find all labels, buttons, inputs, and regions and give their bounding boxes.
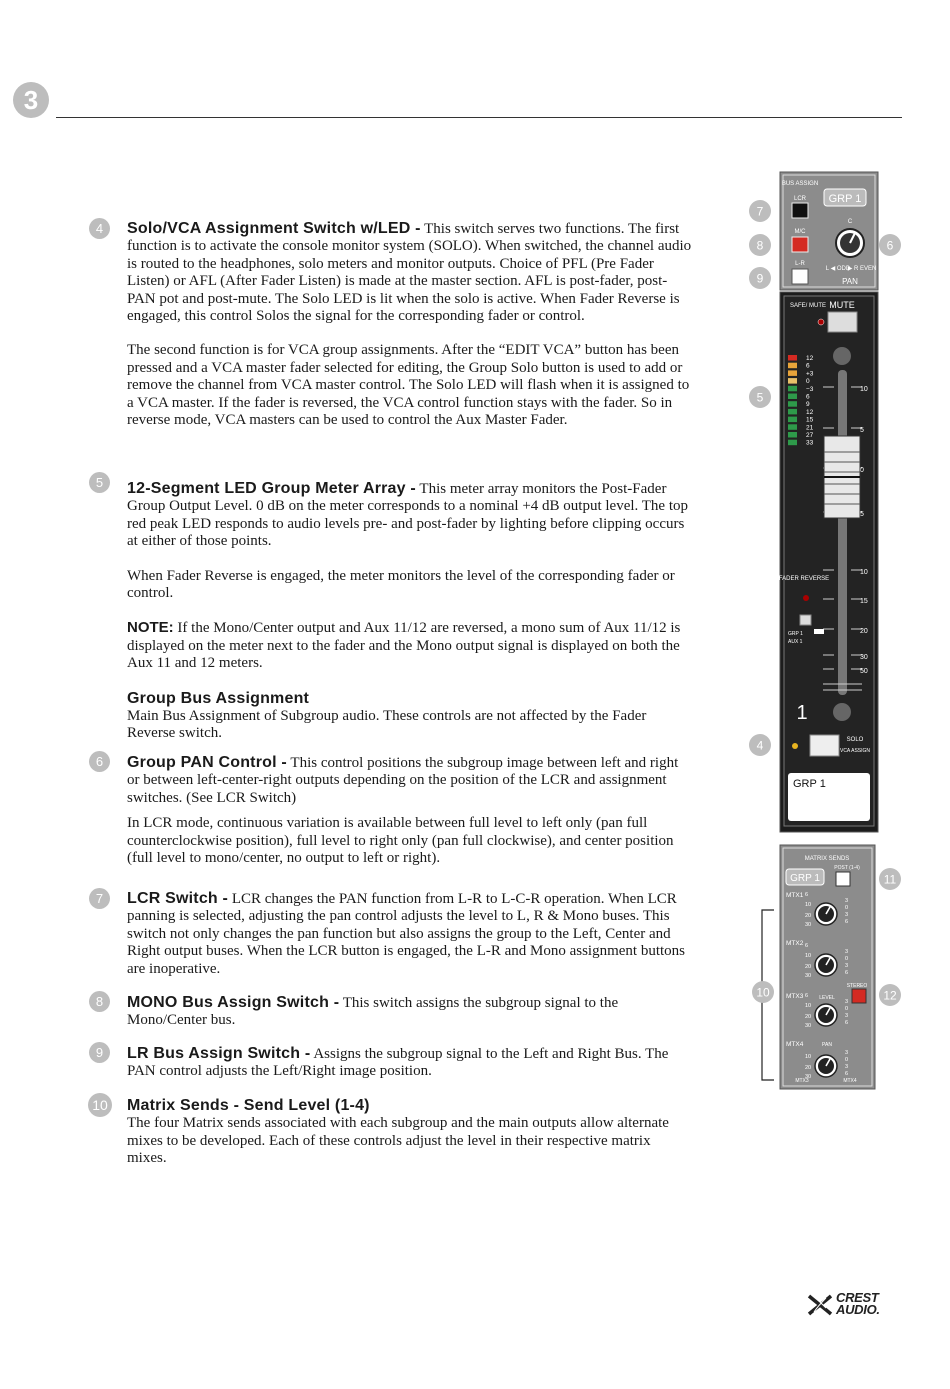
section-mono-bus bbox=[127, 994, 693, 1030]
lr-assign-button[interactable] bbox=[792, 269, 808, 284]
section-lcr-switch bbox=[127, 890, 693, 978]
matrix-scale-label: 3 bbox=[845, 1050, 849, 1056]
section-number-6: 6 bbox=[89, 751, 110, 772]
meter-led bbox=[788, 386, 797, 392]
matrix-scale-label: 10 bbox=[805, 1003, 812, 1009]
matrix-scale-label: 3 bbox=[845, 912, 849, 918]
meter-led bbox=[788, 370, 797, 376]
meter-scale-label: 0 bbox=[806, 378, 810, 386]
fader-scale-label: 0 bbox=[860, 467, 864, 474]
section-number-10: 10 bbox=[88, 1093, 112, 1117]
section-title: 12-Segment LED Group Meter Array - bbox=[127, 480, 416, 497]
safe-mute-label: SAFE/ MUTE bbox=[789, 303, 827, 309]
meter-led bbox=[788, 394, 797, 400]
section-text: The four Matrix sends associated with each subgroup and the main outputs allow alternate mixes to be developed. Each of these controls adjust the level in their respective matrix mixes. bbox=[127, 1115, 669, 1167]
section-solo-vca bbox=[127, 220, 693, 429]
lcr-button[interactable] bbox=[792, 203, 808, 218]
matrix-scale-label: 20 bbox=[805, 1014, 812, 1020]
section-title: Matrix Sends - Send Level (1-4) bbox=[127, 1097, 370, 1114]
solo-vca-button[interactable] bbox=[810, 735, 839, 756]
matrix-scale-label: 20 bbox=[805, 1065, 812, 1071]
pan-right-label: ▶ R EVEN bbox=[847, 266, 877, 272]
fader-scale-label: 5 bbox=[860, 511, 864, 518]
fader-track bbox=[838, 370, 847, 695]
section-lr-bus bbox=[127, 1045, 693, 1081]
fader-top-knob bbox=[833, 347, 851, 365]
crest-audio-logo bbox=[806, 1292, 906, 1320]
solo-led bbox=[792, 743, 798, 749]
matrix-scale-label: 6 bbox=[805, 892, 809, 898]
section-number-4: 4 bbox=[89, 218, 110, 239]
matrix-scale-label: 30 bbox=[805, 973, 812, 979]
matrix-scale-label: 6 bbox=[845, 919, 849, 925]
matrix-scale-label: 6 bbox=[845, 1020, 849, 1026]
section-number-8: 8 bbox=[89, 991, 110, 1012]
matrix-pan-label: PAN bbox=[822, 1042, 832, 1048]
matrix-send-label: MTX4 bbox=[786, 1041, 804, 1048]
section-paragraph: The second function is for VCA group assignments. After the “EDIT VCA” button has been pressed and a VCA master fader selected for editing, the Group Solo button is used to add or remove the channel from VCA master control. The Solo LED will flash when it is assigned to a VCA master. If the fader is reversed, the VCA control function stays with the fader. So in reverse mode, VCA masters can be used to control the Aux Master Fader. bbox=[127, 342, 690, 429]
matrix-scale-label: 0 bbox=[845, 1057, 849, 1063]
meter-led bbox=[788, 378, 797, 384]
meter-led bbox=[788, 401, 797, 407]
section-title: LCR Switch - bbox=[127, 890, 229, 907]
matrix-scale-label: 6 bbox=[805, 993, 809, 999]
callout-number: 5 bbox=[756, 390, 764, 405]
section-title: LR Bus Assign Switch - bbox=[127, 1045, 311, 1062]
matrix-scale-label: 20 bbox=[805, 913, 812, 919]
matrix-mtx3-label: MTX3 bbox=[795, 1078, 809, 1084]
matrix-scale-label: 10 bbox=[805, 902, 812, 908]
subsection-title: Group Bus Assignment bbox=[127, 689, 310, 707]
meter-scale-label: 15 bbox=[806, 416, 814, 424]
matrix-scale-label: 30 bbox=[805, 1023, 812, 1029]
matrix-grp-label: GRP 1 bbox=[790, 873, 820, 884]
meter-led bbox=[788, 409, 797, 415]
section-number-7: 7 bbox=[89, 888, 110, 909]
section-text: This meter array monitors the Post-Fader Group Output Level. 0 dB on the meter corresponds to a nominal +4 dB output level. The top red peak LED responds to audio levels pre- and post-fader by lighting before clipping occurs at either of those points. bbox=[127, 481, 688, 550]
channel-strip-illustration bbox=[740, 165, 910, 1095]
safe-mute-led bbox=[818, 319, 824, 325]
solo-label: SOLO bbox=[846, 737, 864, 743]
mute-button[interactable] bbox=[828, 312, 857, 332]
section-text: LCR changes the PAN function from L-R to L-C-R operation. When LCR panning is selected, adjusting the pan control adjusts the level to L, R & Mono buses. This switch not only changes the pan function but also assigns the group to the Left, Center and Right output buses. When the LCR button is engaged, the L-R and Mono assignment buttons are inoperative. bbox=[127, 891, 686, 977]
matrix-post-button[interactable] bbox=[836, 872, 850, 886]
matrix-scale-label: 3 bbox=[845, 963, 849, 969]
meter-scale-label: 6 bbox=[806, 393, 810, 401]
meter-led bbox=[788, 417, 797, 423]
note-text: If the Mono/Center output and Aux 11/12 are reversed, a mono sum of Aux 11/12 is displayed on the meter next to the fader and the Mono output signal is displayed on both the Aux 11 and 12 meters. bbox=[127, 620, 681, 672]
meter-led bbox=[788, 363, 797, 369]
matrix-scale-label: 10 bbox=[805, 953, 812, 959]
channel-number: 1 bbox=[796, 702, 808, 724]
fader-reverse-label: FADER REVERSE bbox=[778, 576, 830, 582]
mc-label: M/C bbox=[794, 229, 806, 235]
matrix-send-label: MTX3 bbox=[786, 993, 804, 1000]
section-text: Assigns the subgroup signal to the Left and Right Bus. The PAN control adjusts the Left/Right image position. bbox=[127, 1046, 669, 1080]
chapter-badge: 3 bbox=[13, 82, 49, 118]
meter-led bbox=[788, 355, 797, 361]
grp-label: GRP 1 bbox=[828, 193, 862, 205]
section-title: MONO Bus Assign Switch - bbox=[127, 994, 340, 1011]
vca-assign-label: VCA ASSIGN bbox=[839, 748, 871, 754]
matrix-scale-label: 30 bbox=[805, 1074, 812, 1080]
pan-left-label: L ◀ ODD bbox=[825, 266, 851, 272]
meter-scale-label: 12 bbox=[806, 355, 814, 362]
matrix-scale-label: 3 bbox=[845, 1064, 849, 1070]
callout-number: 11 bbox=[883, 872, 897, 887]
meter-scale-label: 21 bbox=[806, 424, 814, 432]
meter-led bbox=[788, 440, 797, 446]
callout-number: 10 bbox=[756, 985, 770, 1000]
matrix-scale-label: 0 bbox=[845, 956, 849, 962]
crest-audio-wordmark: CREST AUDIO. bbox=[836, 1290, 880, 1317]
meter-scale-label: 12 bbox=[806, 408, 814, 416]
matrix-scale-label: 30 bbox=[805, 922, 812, 928]
note-label: NOTE: bbox=[127, 619, 174, 637]
section-paragraph: In LCR mode, continuous variation is available between full level to left only (pan full counterclockwise position), full level to right only (pan full clockwise), and center position (full level to mono/center, no output to left or right). bbox=[127, 815, 674, 867]
pan-label: PAN bbox=[842, 277, 858, 286]
subsection-text: Main Bus Assignment of Subgroup audio. These controls are not affected by the Fader Reverse switch. bbox=[127, 708, 647, 742]
section-text: This control positions the subgroup image between left and right or between left-center-right outputs depending on the position of the LCR and assignment switches. (See LCR Switch) bbox=[127, 755, 679, 806]
matrix-scale-label: 6 bbox=[845, 1071, 849, 1077]
fader-scale-label: 10 bbox=[860, 569, 868, 576]
meter-scale-label: 6 bbox=[806, 362, 810, 370]
mute-label: MUTE bbox=[829, 300, 855, 310]
matrix-scale-label: 3 bbox=[845, 898, 849, 904]
scribble-label: GRP 1 bbox=[793, 778, 826, 790]
meter-scale-label: +3 bbox=[806, 370, 814, 378]
section-text: This switch assigns the subgroup signal to the Mono/Center bus. bbox=[127, 995, 619, 1029]
callout-number: 9 bbox=[756, 271, 764, 286]
header-rule bbox=[56, 117, 902, 118]
fader-bottom-knob bbox=[833, 703, 851, 721]
crest-logo-icon bbox=[806, 1292, 834, 1318]
matrix-level-label: LEVEL bbox=[819, 995, 835, 1001]
matrix-post-label: POST (1-4) bbox=[834, 865, 860, 871]
matrix-scale-label: 0 bbox=[845, 905, 849, 911]
matrix-send-label: MTX1 bbox=[786, 892, 804, 899]
meter-scale-label: −3 bbox=[806, 385, 814, 393]
matrix-stereo-label: STEREO bbox=[846, 983, 868, 989]
fader-reverse-led bbox=[803, 595, 809, 601]
meter-led bbox=[788, 432, 797, 438]
lr-label: L-R bbox=[795, 261, 805, 267]
section-number-9: 9 bbox=[89, 1042, 110, 1063]
section-title: Group PAN Control - bbox=[127, 754, 287, 771]
fader-scale-label: 30 bbox=[860, 654, 868, 661]
matrix-scale-label: 0 bbox=[845, 1006, 849, 1012]
fader-reverse-button[interactable] bbox=[800, 615, 811, 625]
pan-center-label: C bbox=[847, 219, 853, 225]
section-group-pan bbox=[127, 754, 693, 867]
fader-scale-label: 5 bbox=[860, 427, 864, 434]
matrix-mtx4-label: MTX4 bbox=[843, 1078, 857, 1084]
section-title: Solo/VCA Assignment Switch w/LED - bbox=[127, 220, 421, 237]
callout-number: 7 bbox=[756, 204, 764, 219]
matrix-send-label: MTX2 bbox=[786, 940, 804, 947]
matrix-scale-label: 3 bbox=[845, 1013, 849, 1019]
section-matrix-sends bbox=[127, 1097, 693, 1168]
matrix-scale-label: 3 bbox=[845, 949, 849, 955]
fader-scale-label: 10 bbox=[860, 386, 868, 393]
mono-assign-button[interactable] bbox=[792, 237, 808, 252]
matrix-title: MATRIX SENDS bbox=[804, 856, 850, 862]
reverse-indicator-grp bbox=[814, 629, 824, 634]
callout-number: 12 bbox=[883, 988, 897, 1003]
bus-assign-label: BUS ASSIGN bbox=[781, 181, 819, 187]
lcr-label: LCR bbox=[793, 196, 807, 202]
section-number-5: 5 bbox=[89, 472, 110, 493]
meter-scale-label: 9 bbox=[806, 401, 810, 409]
fader-scale-label: 15 bbox=[860, 598, 868, 605]
matrix-scale-label: 3 bbox=[845, 999, 849, 1005]
callout-number: 4 bbox=[756, 738, 764, 753]
meter-scale-label: 27 bbox=[806, 432, 814, 439]
section-text: This switch serves two functions. The first function is to activate the console monitor system (SOLO). When switched, the channel audio is routed to the headphones, solo meters and monitor outputs. Choice of PFL (Pre Fader Listen) or AFL (After Fader Listen) is made at the master section. AFL is post-fader, post-PAN pot and post-mute. The Solo LED is lit when the solo is active. When Fader Reverse is engaged, this control Solos the signal for the corresponding fader or control. bbox=[127, 221, 692, 325]
matrix-scale-label: 20 bbox=[805, 964, 812, 970]
aux1-label: AUX 1 bbox=[788, 639, 803, 645]
matrix-stereo-button[interactable] bbox=[852, 989, 866, 1003]
meter-scale-label: 33 bbox=[806, 439, 814, 447]
callout-number: 6 bbox=[886, 238, 894, 253]
fader-scale-label: 20 bbox=[860, 628, 868, 635]
matrix-scale-label: 6 bbox=[805, 943, 809, 949]
matrix-scale-label: 10 bbox=[805, 1054, 812, 1060]
callout-number: 8 bbox=[756, 238, 764, 253]
meter-led bbox=[788, 424, 797, 430]
section-led-meter bbox=[127, 480, 693, 743]
matrix-scale-label: 6 bbox=[845, 970, 849, 976]
grp1-label: GRP 1 bbox=[788, 631, 803, 637]
section-paragraph: When Fader Reverse is engaged, the meter monitors the level of the corresponding fader or control. bbox=[127, 567, 675, 602]
fader-scale-label: 50 bbox=[860, 668, 868, 675]
